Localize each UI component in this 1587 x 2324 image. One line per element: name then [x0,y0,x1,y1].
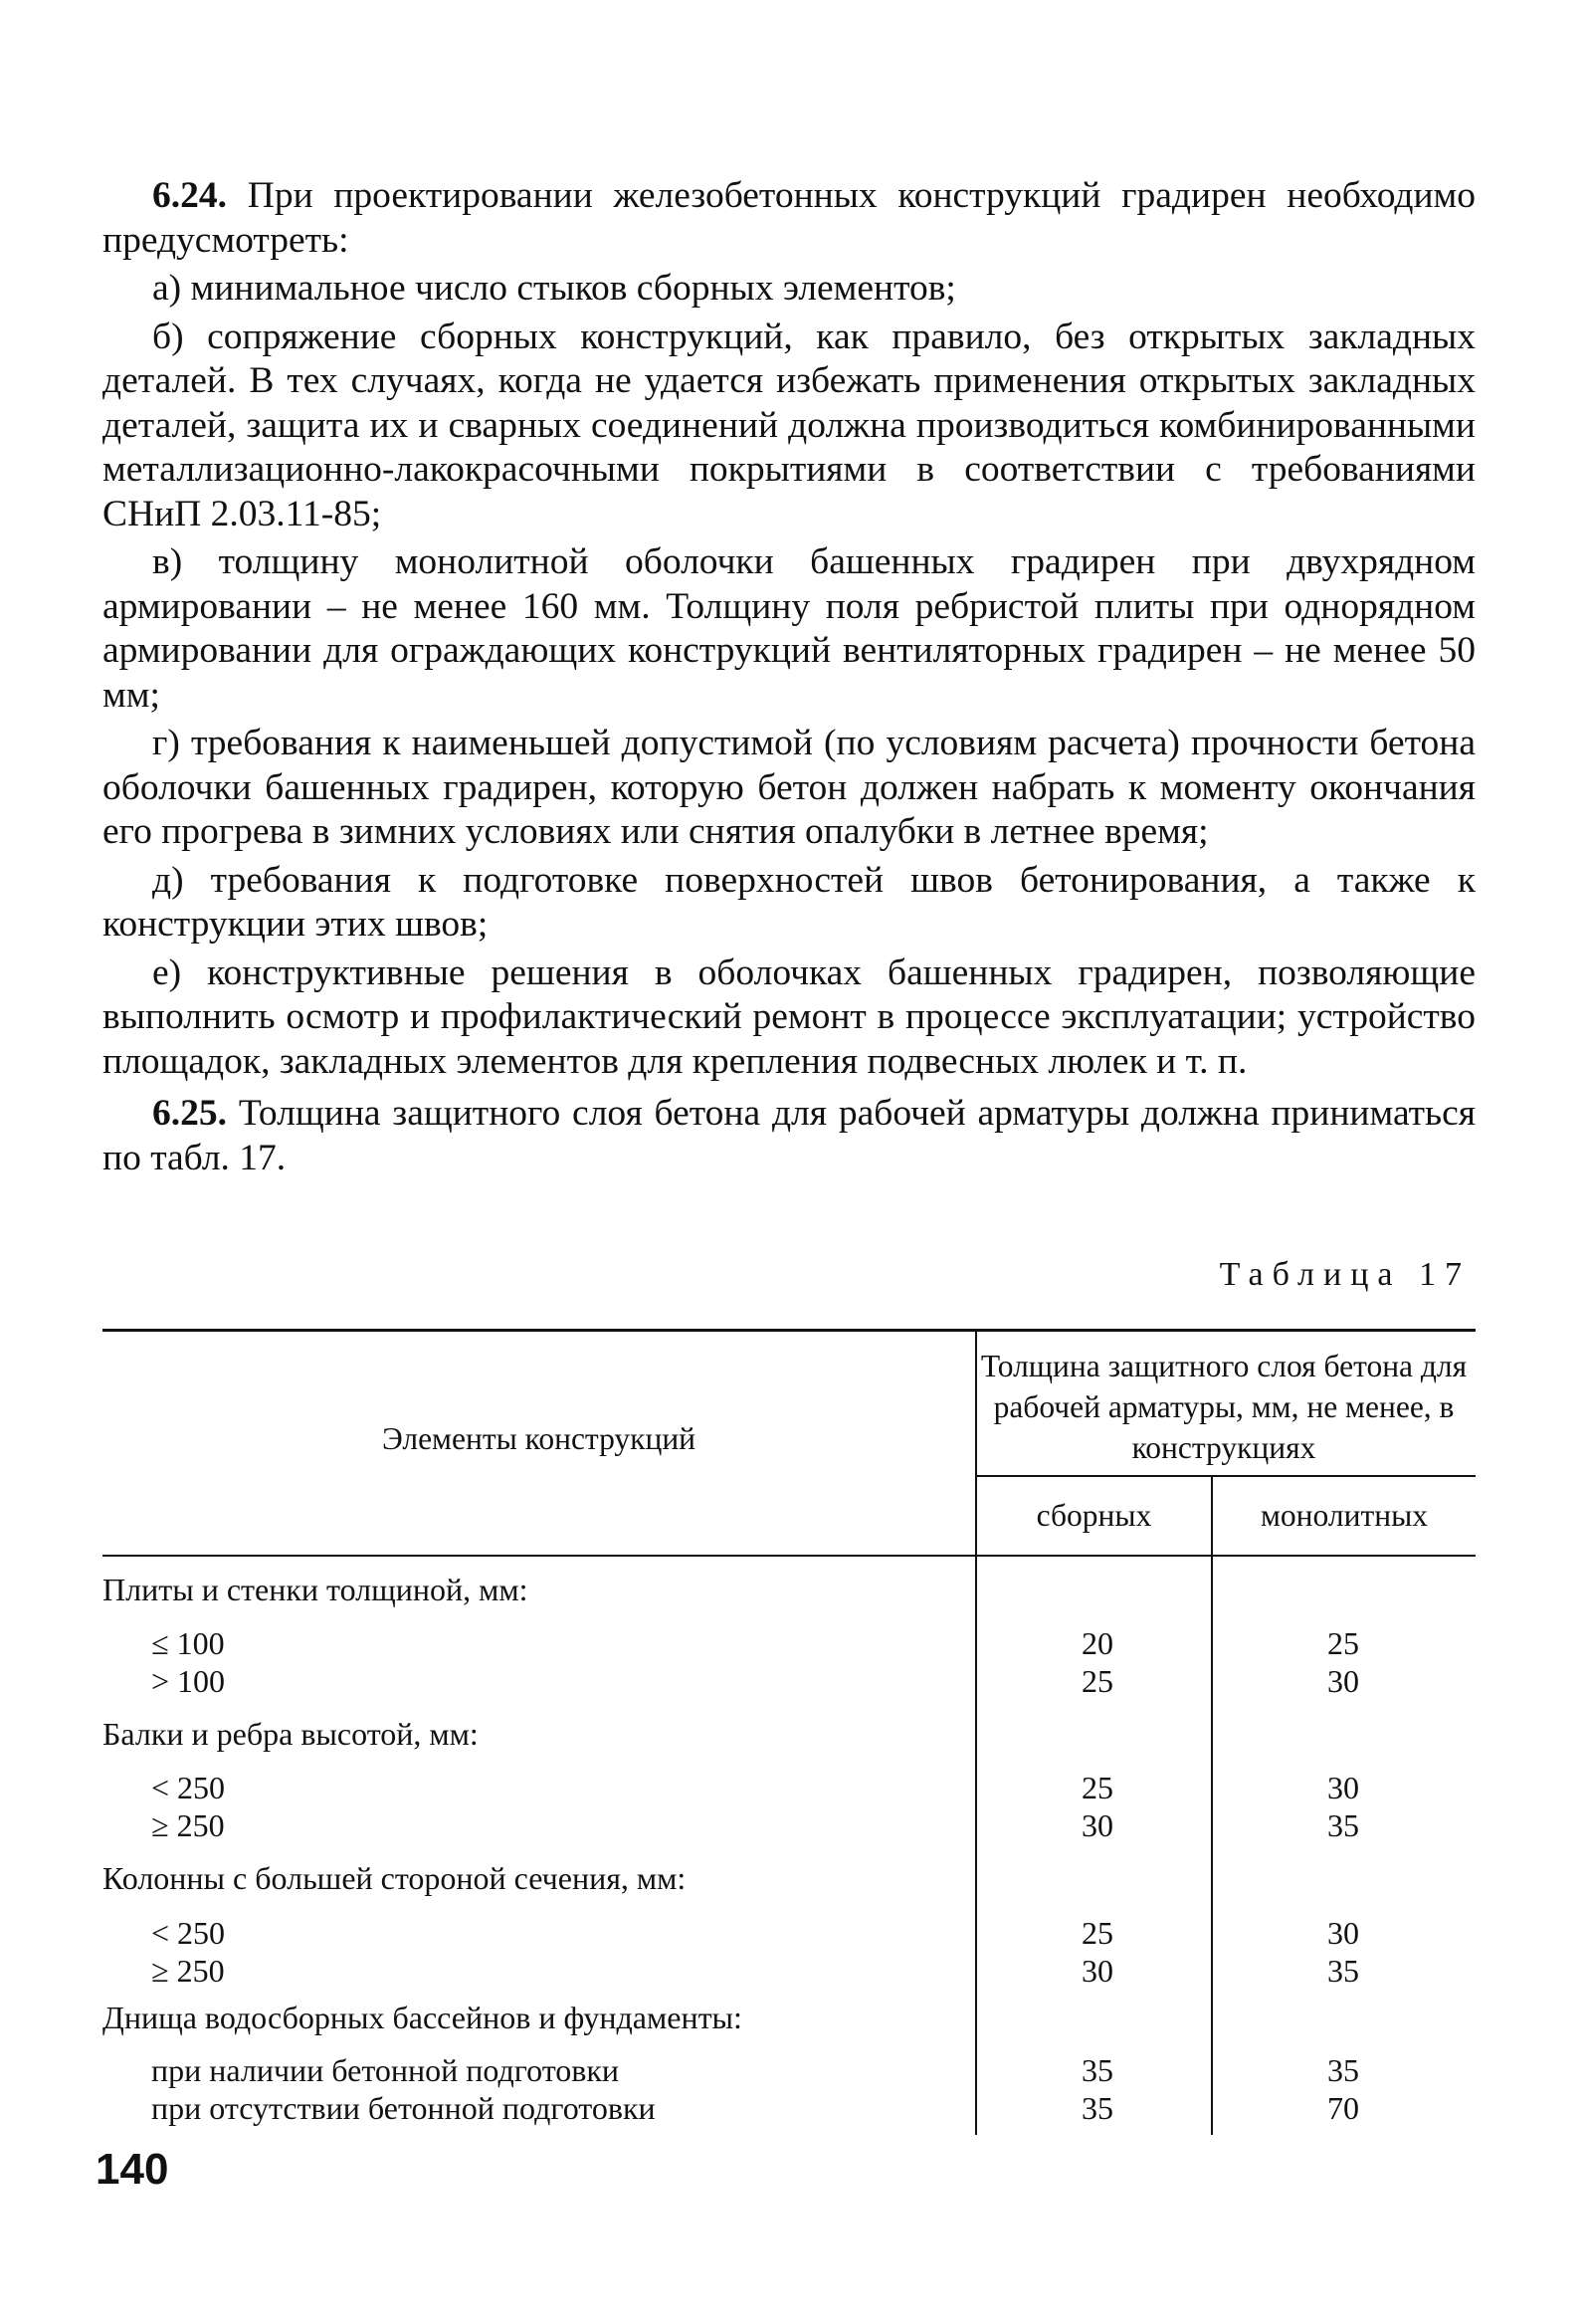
row-label-columns-2: ≥ 250 [151,1953,225,1989]
group-title-slabs: Плиты и стенки толщиной, мм: [102,1572,528,1607]
paragraph-6-25 [102,1092,1476,1180]
row-label-beams-2: ≥ 250 [151,1807,225,1843]
table-header-bottom-rule [102,1555,1476,1557]
cell-columns-1-precast: 25 [1082,1915,1113,1951]
cell-columns-2-monolithic: 35 [1327,1953,1359,1989]
cell-basins-1-monolithic: 35 [1327,2052,1359,2088]
list-item-d: д) требования к подготовке поверхностей швов бетонирования, а также к конструкции этих швов; [102,859,1476,945]
cell-beams-2-monolithic: 35 [1327,1807,1359,1843]
paragraph-6-24 [102,174,1476,263]
row-label-basins-2: при отсутствии бетонной подготовки [151,2090,656,2126]
clause-number-6-25: 6.25. [152,1093,227,1134]
cell-basins-2-precast: 35 [1082,2090,1113,2126]
clause-6-24-intro: При проектировании железобетонных конструкций градирен необходимо предусмотреть: [102,175,1476,261]
row-label-slabs-1: ≤ 100 [151,1625,225,1661]
table-column-divider-2 [1211,1475,1213,2135]
row-label-columns-1: < 250 [151,1915,226,1951]
header-monolithic: монолитных [1261,1498,1428,1533]
clause-number-6-24: 6.24. [152,175,227,216]
cell-slabs-1-precast: 20 [1082,1625,1113,1661]
body-text [102,174,1476,1180]
group-title-beams: Балки и ребра высотой, мм: [102,1716,479,1752]
cell-columns-1-monolithic: 30 [1327,1915,1359,1951]
header-thickness: Толщина защитного слоя бетона для рабочей арматуры, мм, не менее, в конструкциях [980,1349,1468,1465]
cell-basins-1-precast: 35 [1082,2052,1113,2088]
row-label-beams-1: < 250 [151,1770,226,1805]
group-title-basins: Днища водосборных бассейнов и фундаменты: [102,2000,742,2035]
list-item-g: г) требования к наименьшей допустимой (по условиям расчета) прочности бетона оболочки башенных градирен, которую бетон должен набрать к моменту окончания его прогрева в зимних условиях или снятия опалубки в летнее время; [102,723,1476,852]
page-number: 140 [96,2145,169,2194]
row-label-slabs-2: > 100 [151,1663,226,1699]
table-caption: Таблица 17 [1219,1256,1471,1293]
table-top-rule [102,1329,1476,1332]
cell-basins-2-monolithic: 70 [1327,2090,1359,2126]
cell-beams-1-precast: 25 [1082,1770,1113,1805]
group-title-columns: Колонны с большей стороной сечения, мм: [102,1860,687,1896]
cell-slabs-2-precast: 25 [1082,1663,1113,1699]
cell-slabs-2-monolithic: 30 [1327,1663,1359,1699]
row-label-basins-1: при наличии бетонной подготовки [151,2052,620,2088]
cell-slabs-1-monolithic: 25 [1327,1625,1359,1661]
list-item-b: б) сопряжение сборных конструкций, как правило, без открытых закладных деталей. В тех случаях, когда не удается избежать применения открытых закладных деталей, защита их и сварных соединений должна производиться комбинированными металлизационно-лакокрасочными покрытиями в соответствии с требованиями СНиП 2.03.11-85; [102,316,1476,534]
header-elements: Элементы конструкций [381,1421,696,1456]
list-item-e: е) конструктивные решения в оболочках башенных градирен, позволяющие выполнить осмотр и профилактический ремонт в процессе эксплуатации; устройство площадок, закладных элементов для крепления подвесных люлек и т. п. [102,951,1476,1082]
list-item-v: в) толщину монолитной оболочки башенных градирен при двухрядном армировании – не менее 160 мм. Толщину поля ребристой плиты при однорядном армировании для ограждающих конструкций вентиляторных градирен – не менее 50 мм; [102,541,1476,716]
cell-beams-2-precast: 30 [1082,1807,1113,1843]
header-precast: сборных [1036,1498,1152,1533]
table-header-mid-rule [975,1475,1476,1477]
clause-6-25-text: Толщина защитного слоя бетона для рабочей арматуры должна приниматься по табл. 17. [102,1093,1476,1178]
list-item-a: а) минимальное число стыков сборных элементов; [152,268,956,309]
cell-columns-2-precast: 30 [1082,1953,1113,1989]
cell-beams-1-monolithic: 30 [1327,1770,1359,1805]
